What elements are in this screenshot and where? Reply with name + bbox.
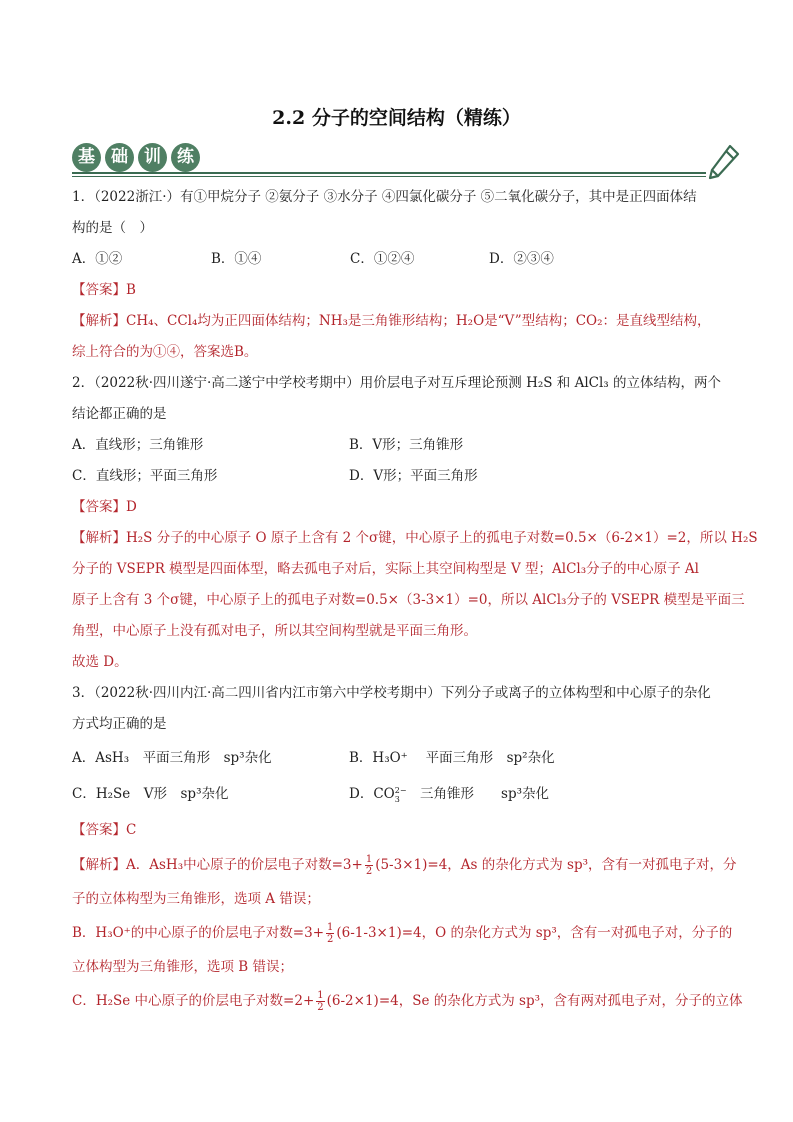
option-b: B．V形；三角锥形 [349, 437, 464, 453]
option-a: A．直线形；三角锥形 [72, 437, 204, 453]
option-d-prefix: D．CO [349, 786, 395, 802]
option-d: D．V形；平面三角形 [349, 468, 478, 484]
question-1-stem-cont: 构的是（ ） [72, 220, 153, 236]
banner-char: 基 [72, 143, 101, 172]
option-a: A．AsH₃ 平面三角形 sp³杂化 [72, 750, 272, 766]
analysis-a-rest: (5-3×1)=4，As 的杂化方式为 sp³，含有一对孤电子对，分 [375, 857, 737, 873]
carbonate-charge [395, 786, 407, 804]
banner-char: 训 [138, 143, 167, 172]
analysis-c-prefix: C．H₂Se 中心原子的价层电子对数=2+ [72, 993, 315, 1009]
question-3-analysis-c [72, 984, 743, 1018]
question-1-options [72, 244, 724, 275]
fraction-num: 1 [317, 990, 324, 1001]
question-3-options-row2 [72, 776, 724, 812]
fraction [316, 990, 324, 1013]
section-banner [72, 140, 742, 180]
fraction [326, 922, 334, 945]
fraction [365, 854, 373, 877]
question-1-stem: 1．（2022浙江·）有①甲烷分子 ②氨分子 ③水分子 ④四氯化碳分子 ⑤二氧化碳分子，其中是正四面体结 [72, 189, 697, 205]
page-title: 2.2 分子的空间结构（精练） [272, 107, 521, 129]
option-c: C．直线形；平面三角形 [72, 468, 218, 484]
question-3-analysis-b [72, 916, 733, 950]
banner-char: 练 [171, 143, 200, 172]
option-d: D．②③④ [489, 251, 554, 267]
option-d [349, 776, 626, 812]
analysis-b-prefix: B．H₃O⁺的中心原子的价层电子对数=3+ [72, 925, 325, 941]
question-2-analysis: 【解析】H₂S 分子的中心原子 O 原子上含有 2 个σ键，中心原子上的孤电子对数=0.5×（6-2×1）=2，所以 H₂S [72, 530, 758, 546]
banner-divider [72, 172, 706, 174]
fraction-den: 2 [365, 866, 373, 877]
fraction-num: 1 [327, 922, 334, 933]
question-2-stem: 2．（2022秋·四川遂宁·高二遂宁中学校考期中）用价层电子对互斥理论预测 H₂S 和 AlCl₃ 的立体结构，两个 [72, 375, 722, 391]
question-2-conclusion: 故选 D。 [72, 654, 128, 670]
option-b: B．①④ [211, 251, 262, 267]
option-d-rest: 三角锥形 sp³杂化 [406, 786, 550, 802]
question-3-answer: 【答案】C [72, 822, 137, 838]
question-2-stem-cont: 结论都正确的是 [72, 406, 167, 422]
question-1-answer: 【答案】B [72, 282, 136, 298]
banner-divider-thin [72, 176, 706, 177]
question-2-analysis-cont: 原子上含有 3 个σ键，中心原子上的孤电子对数=0.5×（3-3×1）=0，所以 AlCl₃分子的 VSEPR 模型是平面三 [72, 592, 745, 608]
question-2-analysis-cont: 分子的 VSEPR 模型是四面体型，略去孤电子对后，实际上其空间构型是 V 型；AlCl₃分子的中心原子 Al [72, 561, 699, 577]
banner-char: 础 [105, 143, 134, 172]
charge-sup: 2− [394, 785, 407, 795]
banner-chars [72, 143, 200, 172]
fraction-den: 2 [327, 934, 334, 945]
option-a: A．①② [72, 251, 123, 267]
option-b: B．H₃O⁺ 平面三角形 sp²杂化 [349, 750, 555, 766]
question-3-analysis-a [72, 848, 737, 882]
question-2-answer: 【答案】D [72, 499, 137, 515]
question-3-options-row1 [72, 740, 724, 776]
question-2-options-row1 [72, 430, 724, 461]
question-2-analysis-cont: 角型，中心原子上没有孤对电子，所以其空间构型就是平面三角形。 [72, 623, 477, 639]
charge-sub: 3 [394, 794, 400, 804]
analysis-c-rest: (6-2×1)=4，Se 的杂化方式为 sp³，含有两对孤电子对，分子的立体 [326, 993, 743, 1009]
option-c: C．H₂Se V形 sp³杂化 [72, 786, 229, 802]
option-c: C．①②④ [350, 251, 415, 267]
analysis-b-rest: (6-1-3×1)=4，O 的杂化方式为 sp³，含有一对孤电子对，分子的 [336, 925, 733, 941]
fraction-den: 2 [317, 1002, 324, 1013]
question-1-analysis-cont: 综上符合的为①④，答案选B。 [72, 344, 258, 360]
question-3-stem-cont: 方式均正确的是 [72, 716, 167, 732]
question-3-analysis-a-cont: 子的立体构型为三角锥形，选项 A 错误； [72, 891, 320, 907]
analysis-a-prefix: 【解析】A．AsH₃中心原子的价层电子对数=3+ [72, 857, 363, 873]
question-3-analysis-b-cont: 立体构型为三角锥形，选项 B 错误； [72, 959, 294, 975]
question-1-analysis: 【解析】CH₄、CCl₄均为正四面体结构；NH₃是三角锥形结构；H₂O是“V”型结构；CO₂：是直线型结构， [72, 313, 711, 329]
document-body [72, 182, 758, 1018]
pencil-icon [702, 140, 742, 180]
question-2-options-row2 [72, 461, 724, 492]
question-3-stem: 3．（2022秋·四川内江·高二四川省内江市第六中学校考期中）下列分子或离子的立体构型和中心原子的杂化 [72, 685, 711, 701]
fraction-num: 1 [365, 854, 373, 865]
